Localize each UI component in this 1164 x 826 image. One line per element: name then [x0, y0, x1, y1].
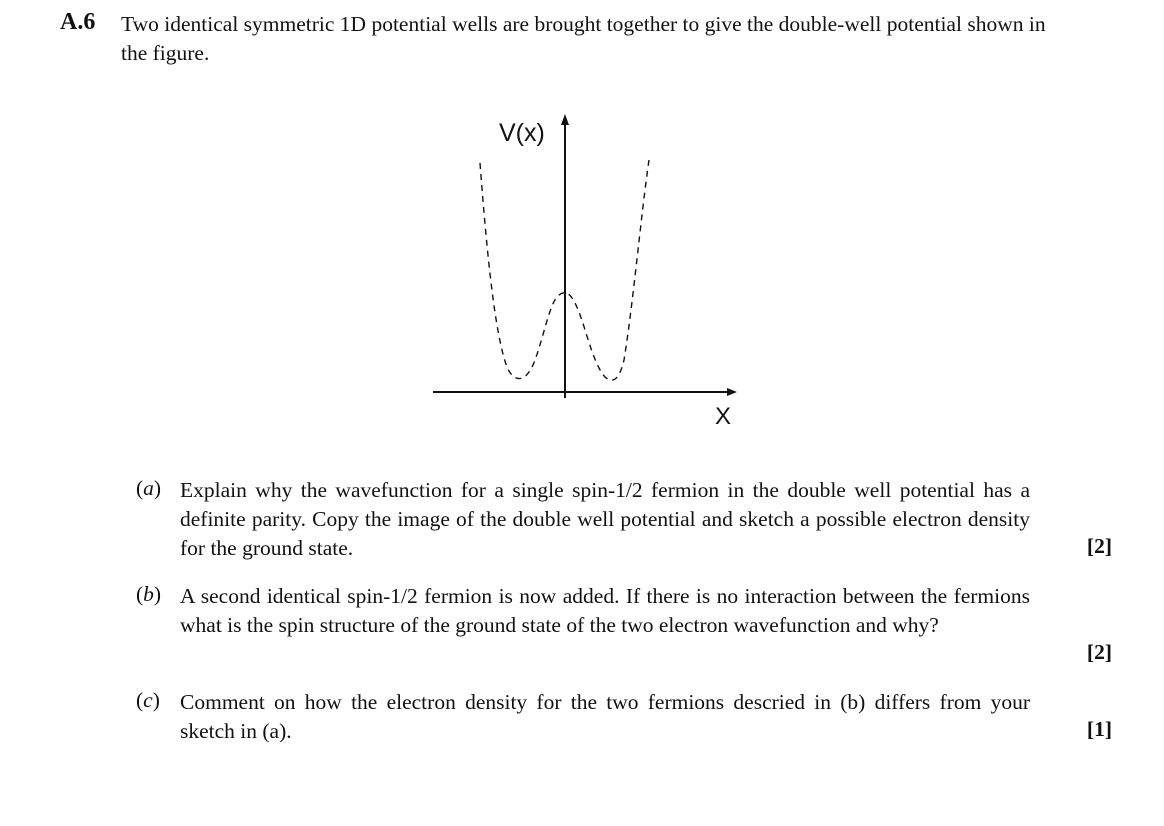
x-axis-label: X: [715, 403, 732, 430]
part-a-label: (a): [136, 476, 162, 500]
part-b-marks: [2]: [1086, 640, 1112, 664]
y-axis-label: V(x): [499, 119, 545, 147]
x-axis-arrowhead: [727, 388, 737, 396]
y-axis-arrowhead: [561, 114, 569, 125]
part-c-text: Comment on how the electron density for the two fermions descried in (b) differs from your sketch in (a).: [180, 690, 1030, 743]
part-b-text: A second identical spin-1/2 fermion is now added. If there is no interaction between the fermions what is the spin structure of the ground state of the two electron wavefunction and why?: [180, 584, 1030, 637]
double-well-figure: [425, 105, 745, 435]
part-a-text: Explain why the wavefunction for a single spin-1/2 fermion in the double well potential has a definite parity. Copy the image of the double well potential and sketch a possible electron density for the ground state.: [180, 478, 1030, 560]
part-c-label: (c): [136, 688, 160, 712]
double-well-svg: [425, 105, 745, 435]
question-number: A.6: [60, 9, 96, 35]
part-c-marks: [1]: [1086, 717, 1112, 741]
part-a-marks: [2]: [1086, 534, 1112, 558]
part-b-label: (b): [136, 582, 162, 606]
question-intro: Two identical symmetric 1D potential wells are brought together to give the double-well potential shown in the figure.: [121, 12, 1046, 65]
